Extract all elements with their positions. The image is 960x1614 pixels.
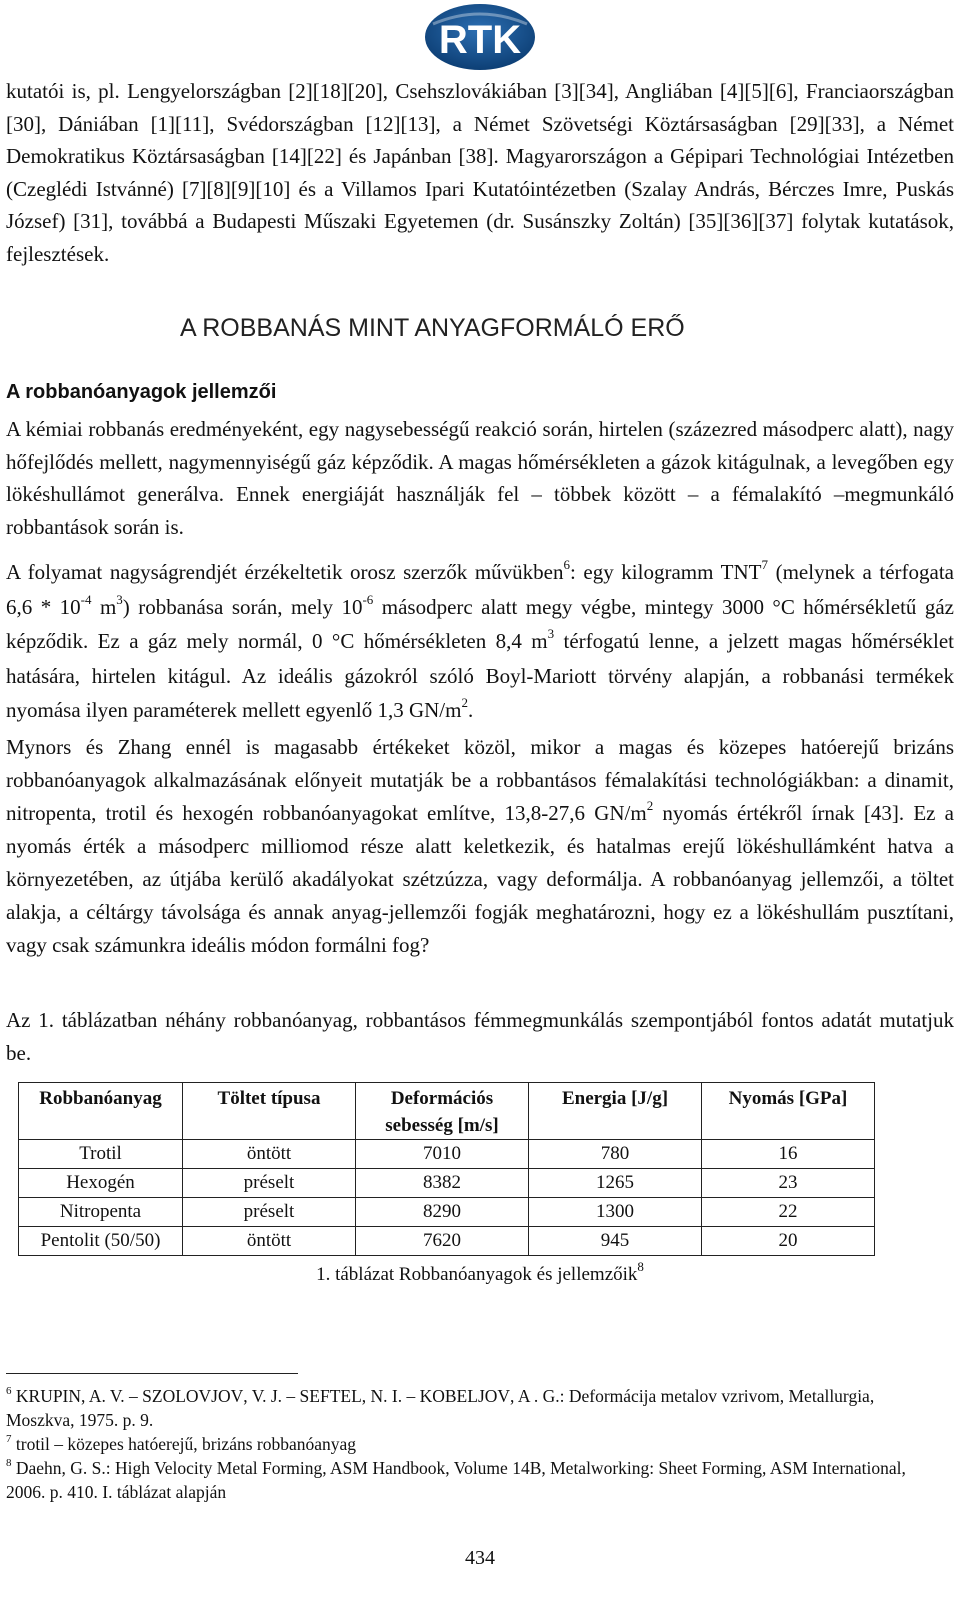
table-cell: Pentolit (50/50) [19,1227,183,1256]
table-row [19,1198,875,1227]
table-cell: 7010 [356,1140,529,1169]
table-header-cell: Deformációs sebesség [m/s] [356,1083,529,1140]
table-cell: Nitropenta [19,1198,183,1227]
table-cell: 945 [529,1227,702,1256]
footnote-ref-8: 8 [637,1258,644,1274]
paragraph-explosion: A kémiai robbanás eredményeként, egy nagysebességű reakció során, hirtelen (százezred másodperc alatt), nagy hőfejlődés mellett, nagymennyiségű gáz képződik. A magas hőmérsékleten a gázok kitágulnak, a levegőben egy lökéshullámot generálva. Ennek energiáját használják fel – többek között – a fémalakító –megmunkáló robbantások során is. [6,417,954,539]
table-cell: 8382 [356,1169,529,1198]
table-cell: 8290 [356,1198,529,1227]
table-cell: 16 [702,1140,875,1169]
paragraph-table-intro: Az 1. táblázatban néhány robbanóanyag, robbantásos fémmegmunkálás szempontjából fontos adatát mutatjuk be. [6,1008,954,1065]
table-header-cell: Robbanóanyag [19,1083,183,1140]
table-header-cell: Nyomás [GPa] [702,1083,875,1140]
table-cell: 1300 [529,1198,702,1227]
subsection-title: A robbanóanyagok jellemzői [6,381,277,403]
footnote-8: $^8$ Daehn, G. S.: High Velocity Metal Forming, ASM Handbook, Volume 14B, Metalworking: Sheet Forming, ASM International, 2006. p. 410. I. táblázat alapján [6,1457,906,1502]
table-cell: Hexogén [19,1169,183,1198]
table-cell: 1265 [529,1169,702,1198]
table-cell: öntött [183,1227,356,1256]
table-cell: öntött [183,1140,356,1169]
footnote-6: $^6$ KRUPIN, A. V. – SZOLOVJOV, V. J. – SEFTEL, N. I. – KOBELJOV, A . G.: Deformácija metalov vzrivom, Metallurgia, Moszkva, 1975. p. 9. [6,1385,875,1430]
footnote-ref-6: 6 [563,557,570,572]
footnote-7: $^7$ trotil – közepes hatóerejű, brizáns robbanóanyag [6,1433,357,1454]
table-cell: 22 [702,1198,875,1227]
table-caption: 1. táblázat Robbanóanyagok és jellemzőik$^8$ [316,1258,644,1285]
table-header-cell: Töltet típusa [183,1083,356,1140]
table-cell: préselt [183,1169,356,1198]
paragraph-magnitude: A folyamat nagyságrendjét érzékeltetik orosz szerzők művükben$^6$: egy kilogramm TNT$^7$ (melynek a térfogata $6,6 * 10^{-4}$ $m^3$) robbanása során, mely $10^{-6}$ másodperc alatt megy végbe, mintegy 3000 °C hőmérsékletű gáz képződik. Ez a gáz mely normál, 0 °C hőmérsékleten 8,4 $m^3$ térfogatú lenne, a jelzett magas hőmérséklet hatására, hirtelen kitágul. Az ideális gázokról szóló Boyl-Mariott törvény alapján, a robbanási termékek nyomása ilyen paraméterek mellett egyenlő 1,3 $GN/m^2$. [6,557,955,722]
table-header-cell: Energia [J/g] [529,1083,702,1140]
footnote-ref-7: 7 [761,557,768,572]
table-cell: préselt [183,1198,356,1227]
table-row [19,1227,875,1256]
table-cell: 780 [529,1140,702,1169]
footnote-divider [6,1373,298,1374]
paragraph-mynors-zhang: Mynors és Zhang ennél is magasabb értékeket közöl, mikor a magas és közepes hatóerejű brizáns robbanóanyagok alkalmazásának előnyeit mutatják be a robbantásos fémalakítási technológiákban: a dinamit, nitropenta, trotil és hexogén robbanóanyagokat említve, 13,8-27,6 $GN/m^2$ nyomás értékről írnak [43]. Ez a nyomás érték a másodperc milliomod része alatt keletkezik, és hatalmas erejű lökéshullámként hatva a környezetében, az útjába kerülő akadályokat szétzúzza, vagy deformálja. A robbanóanyag jellemzői, a töltet alakja, a céltárgy távolsága és annak anyag-jellemzői fogják meghatározni, hogy ez a lökéshullám pusztítani, vagy csak számunkra ideális módon formálni fog? [6,735,955,957]
page-number: 434 [465,1547,495,1569]
section-title: A ROBBANÁS MINT ANYAGFORMÁLÓ ERŐ [180,314,685,342]
table-cell: 20 [702,1227,875,1256]
table-cell: 7620 [356,1227,529,1256]
table-header-row [19,1083,875,1140]
intro-paragraph: kutatói is, pl. Lengyelországban [2][18][20], Csehszlovákiában [3][34], Angliában [4][5][6], Franciaországban [30], Dániában [1][11], Svédországban [12][13], a Német Szövetségi Köztársaságban [29][33], a Német Demokratikus Köztársaságban [14][22] és Japánban [38]. Magyarországon a Gépipari Technológiai Intézetben (Czeglédi Istvánné) [7][8][9][10] és a Villamos Ipari Kutatóintézetben (Szalay András, Bérczes Imre, Puskás József) [31], továbbá a Budapesti Műszaki Egyetemen (dr. Susánszky Zoltán) [35][36][37] folytak kutatások, fejlesztések. [6,79,954,266]
explosives-table [18,1082,875,1256]
rtk-logo [423,2,537,72]
table-row [19,1169,875,1198]
table-cell: Trotil [19,1140,183,1169]
logo-text: RTK [438,18,522,62]
table-cell: 23 [702,1169,875,1198]
table-row [19,1140,875,1169]
